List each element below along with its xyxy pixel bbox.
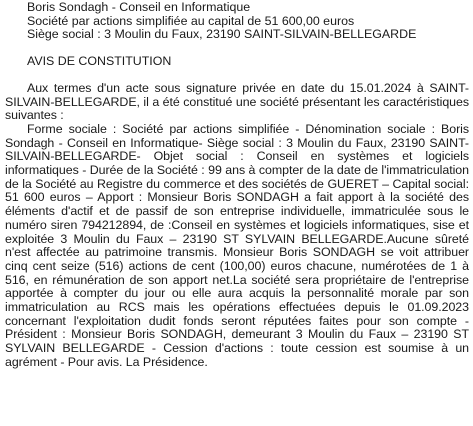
notice-intro-paragraph: Aux termes d'un acte sous signature privée en date du 15.01.2024 à SAINT-SILVAIN-BELLEGARDE, il a été constitué une société présentant les caractéristiques suivantes : bbox=[5, 80, 469, 123]
company-name-line: Boris Sondagh - Conseil en Informatique bbox=[27, 0, 251, 14]
company-address-line: Siège social : 3 Moulin du Faux, 23190 SAINT-SILVAIN-BELLEGARDE bbox=[27, 27, 417, 42]
legal-notice bbox=[5, 1, 469, 370]
company-capital-line: Société par actions simplifiée au capital de 51 600,00 euros bbox=[27, 13, 355, 28]
notice-details-paragraph: Forme sociale : Société par actions simplifiée - Dénomination sociale : Boris Sondagh - Conseil en Informatique- Siège social : 3 Moulin du Faux, 23190 SAINT-SILVAIN-BELLEGARDE- Objet social : Conseil en systèmes et logiciels informatiques - Durée de la Société : 99 ans à compter de la date de l'immatriculation de la Société au Registre du commerce et des sociétés de GUERET – Capital social: 51 600 euros – Apport : Monsieur Boris SONDAGH a fait apport à la société des éléments d'actif et de passif de son entreprise individuelle, immatriculée sous le numéro siren 794212894, de :Conseil en systèmes et logiciels informatiques, sise et exploitée 3 Moulin du Faux – 23190 ST SYLVAIN BELLEGARDE.Aucune sûreté n'est affectée au patrimoine transmis. Monsieur Boris SONDAGH se voit attribuer cinq cent seize (516) actions de cent (100,00) euros chacune, numérotées de 1 à 516, en rémunération de son apport net.La société sera propriétaire de l'entreprise apportée à compter du jour ou elle aura acquis la personnalité morale par son immatriculation au RCS mais les opérations effectuées depuis le 01.09.2023 concernant l'exploitation dudit fonds seront réputées faites pour son compte - Président : Monsieur Boris SONDAGH, demeurant 3 Moulin du Faux – 23190 ST SYLVAIN BELLEGARDE - Cession d'actions : toute cession est soumise à un agrément - Pour avis. La Présidence. bbox=[5, 121, 469, 369]
notice-title: AVIS DE CONSTITUTION bbox=[27, 54, 172, 69]
